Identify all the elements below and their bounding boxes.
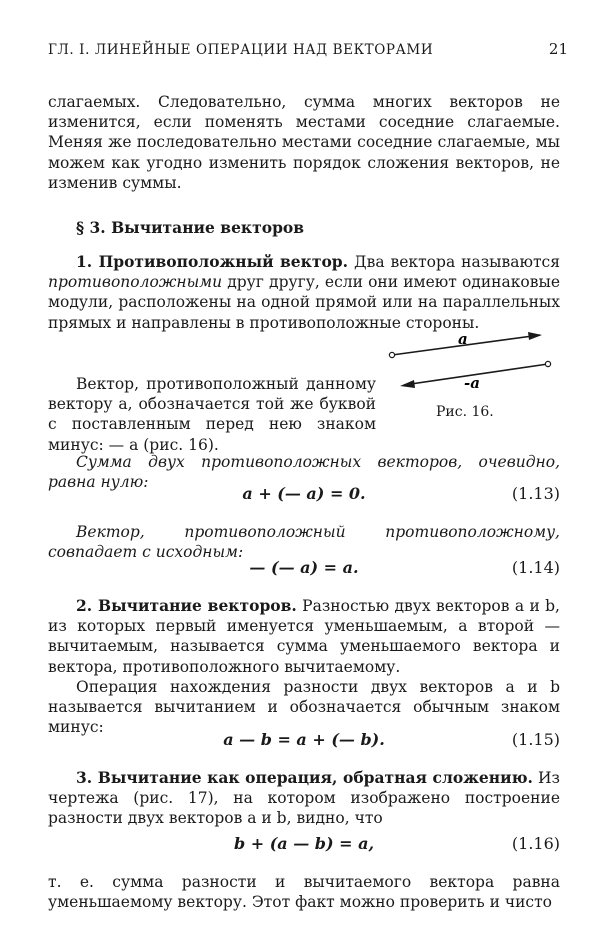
final-block xyxy=(48,872,560,912)
vector-minus-a-label: -a xyxy=(464,374,480,392)
item3-title: 3. Вычитание как операция, обратная сложению. xyxy=(76,768,533,787)
vector-a-arrowhead xyxy=(528,332,542,340)
vector-a-label: a xyxy=(458,330,468,348)
equation-1-15-formula: a — b = a + (— b). xyxy=(223,730,385,749)
item1-text2: друг другу, если они имеют одинаковые модули, расположены на одной прямой или на параллельных прямых и направлены в противоположные стороны. xyxy=(48,273,560,332)
equation-1-13-formula: a + (— a) = 0. xyxy=(242,484,366,503)
running-title: ГЛ. I. ЛИНЕЙНЫЕ ОПЕРАЦИИ НАД ВЕКТОРАМИ xyxy=(48,42,434,58)
item3-text: Из чертежа (рис. 17), на котором изображено построение разности двух векторов a и b, видно, что xyxy=(48,769,560,828)
equation-1-16-number: (1.16) xyxy=(511,834,560,853)
item1-para2: Вектор, противоположный данному вектору a, обозначается той же буквой с поставленным перед нею знаком минус: — a (рис. 16). xyxy=(48,375,376,454)
item1-para2-block xyxy=(48,374,376,455)
equation-1-14-formula: — (— a) = a. xyxy=(249,558,359,577)
vector-minus-a-start xyxy=(545,361,550,366)
section-heading: § 3. Вычитание векторов xyxy=(76,218,305,237)
intro-paragraph-block xyxy=(48,92,560,193)
page-number: 21 xyxy=(548,40,568,58)
item3-paragraph xyxy=(48,768,560,829)
item2-para2: Операция нахождения разности двух векторов a и b называется вычитанием и обозначается обычным знаком минус: xyxy=(48,677,560,737)
item2-title: 2. Вычитание векторов. xyxy=(76,596,297,615)
intro-paragraph: слагаемых. Следовательно, сумма многих векторов не изменится, если поменять местами соседние слагаемые. Меняя же последовательно местами соседние слагаемые, мы можем как угодно изменить порядок сложения векторов, не изменив суммы. xyxy=(48,93,560,192)
item1-title: 1. Противоположный вектор. xyxy=(76,252,349,271)
running-header xyxy=(48,40,568,58)
item2-text: Разностью двух векторов a и b, из которых первый именуется уменьшаемым, а второй — вычитаемым, называется сумма уменьшаемого вектора и вектора, противоположного вычитаемому. xyxy=(48,597,560,676)
item2-paragraph xyxy=(48,596,560,677)
item1-text1: Два вектора называются xyxy=(348,253,560,271)
statement2: Вектор, противоположный противоположному, совпадает с исходным: xyxy=(48,523,560,562)
vector-a-start xyxy=(389,352,394,357)
equation-1-15-number: (1.15) xyxy=(511,730,560,749)
equation-1-16 xyxy=(48,834,560,856)
item1-paragraph xyxy=(48,252,560,333)
equation-1-16-formula: b + (a — b) = a, xyxy=(233,834,375,853)
item2-block xyxy=(48,596,560,737)
equation-1-13 xyxy=(48,484,560,506)
equation-1-14 xyxy=(48,558,560,580)
statement1: Сумма двух противоположных векторов, очевидно, равна нулю: xyxy=(48,453,560,492)
item3-block xyxy=(48,768,560,829)
equation-1-13-number: (1.13) xyxy=(511,484,560,503)
equation-1-15 xyxy=(48,730,560,752)
final-paragraph: т. е. сумма разности и вычитаемого вектора равна уменьшаемому вектору. Этот факт можно проверить и чисто xyxy=(48,873,560,912)
figure-caption: Рис. 16. xyxy=(436,404,494,420)
equation-1-14-number: (1.14) xyxy=(511,558,560,577)
item1-term: противоположными xyxy=(48,273,223,292)
item1-lead xyxy=(48,252,560,333)
statement2-block xyxy=(48,522,560,562)
vector-minus-a-arrowhead xyxy=(400,380,415,388)
